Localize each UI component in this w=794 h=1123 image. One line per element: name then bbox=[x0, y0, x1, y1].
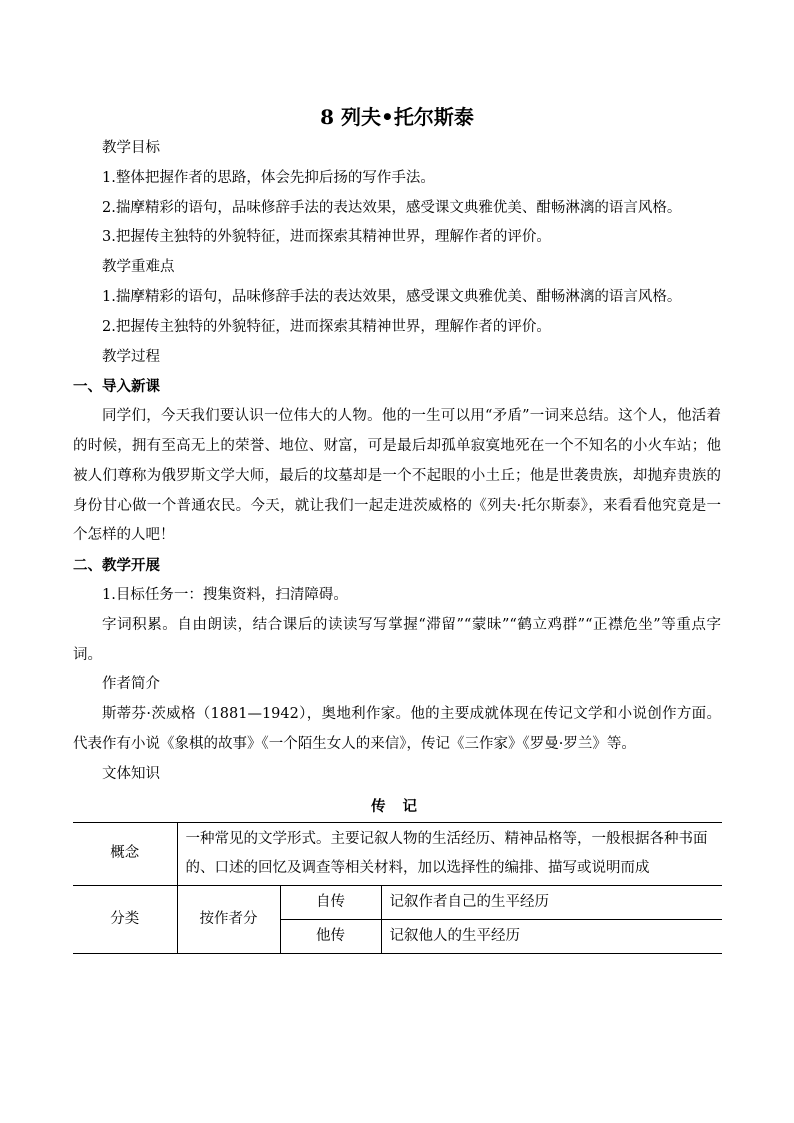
vocab-paragraph: 字词积累。自由朗读，结合课后的读读写写掌握“滞留”“蒙昧”“鹤立鸡群”“正襟危坐”等重点字词。 bbox=[73, 616, 721, 663]
objective-item: 1.整体把握作者的思路，体会先抑后扬的写作手法。 bbox=[102, 169, 435, 186]
by-author-label: 按作者分 bbox=[177, 885, 280, 953]
table-title: 传 记 bbox=[370, 797, 424, 815]
type-cell: 自传 bbox=[280, 885, 381, 919]
desc-cell: 记叙作者自己的生平经历 bbox=[381, 885, 722, 919]
biography-table bbox=[73, 822, 722, 954]
objective-item: 2.揣摩精彩的语句，品味修辞手法的表达效果，感受课文典雅优美、酣畅淋漓的语言风格。 bbox=[102, 199, 682, 216]
document-page bbox=[73, 100, 721, 954]
page-title: 8 列夫•托尔斯泰 bbox=[320, 105, 474, 129]
key-point-item: 2.把握传主独特的外貌特征，进而探索其精神世界，理解作者的评价。 bbox=[102, 318, 551, 335]
concept-text: 一种常见的文学形式。主要记叙人物的生活经历、精神品格等，一般根据各种书面的、口述的回忆及调查等相关材料，加以选择性的编排、描写或说明而成 bbox=[177, 822, 722, 885]
author-paragraph: 斯蒂芬·茨威格（1881—1942），奥地利作家。他的主要成就体现在传记文学和小说创作方面。代表作有小说《象棋的故事》《一个陌生女人的来信》，传记《三作家》《罗曼·罗兰》等。 bbox=[73, 706, 721, 752]
section-heading-development: 二、教学开展 bbox=[73, 557, 160, 575]
genre-heading: 文体知识 bbox=[102, 765, 160, 782]
table-row bbox=[73, 885, 722, 919]
type-cell: 他传 bbox=[280, 919, 381, 953]
concept-label: 概念 bbox=[73, 822, 177, 885]
section-heading-intro: 一、导入新课 bbox=[73, 378, 160, 396]
objectives-heading: 教学目标 bbox=[102, 140, 160, 156]
table-row bbox=[73, 822, 722, 885]
author-heading: 作者简介 bbox=[102, 676, 160, 693]
category-label: 分类 bbox=[73, 885, 177, 953]
task1-line: 1.目标任务一：搜集资料，扫清障碍。 bbox=[102, 586, 348, 603]
intro-paragraph: 同学们，今天我们要认识一位伟大的人物。他的一生可以用“矛盾”一词来总结。这个人，他活着的时候，拥有至高无上的荣誉、地位、财富，可是最后却孤单寂寞地死在一个不知名的小火车站；他被人们尊称为俄罗斯文学大师，最后的坟墓却是一个不起眼的小土丘；他是世袭贵族，却抛弃贵族的身份甘心做一个普通农民。今天，就让我们一起走进茨威格的《列夫·托尔斯泰》，来看看他究竟是一个怎样的人吧！ bbox=[73, 408, 721, 544]
key-point-item: 1.揣摩精彩的语句，品味修辞手法的表达效果，感受课文典雅优美、酣畅淋漓的语言风格。 bbox=[102, 288, 682, 305]
objective-item: 3.把握传主独特的外貌特征，进而探索其精神世界，理解作者的评价。 bbox=[102, 229, 551, 246]
desc-cell: 记叙他人的生平经历 bbox=[381, 919, 722, 953]
key-points-heading: 教学重难点 bbox=[102, 259, 175, 276]
process-heading: 教学过程 bbox=[102, 348, 160, 365]
